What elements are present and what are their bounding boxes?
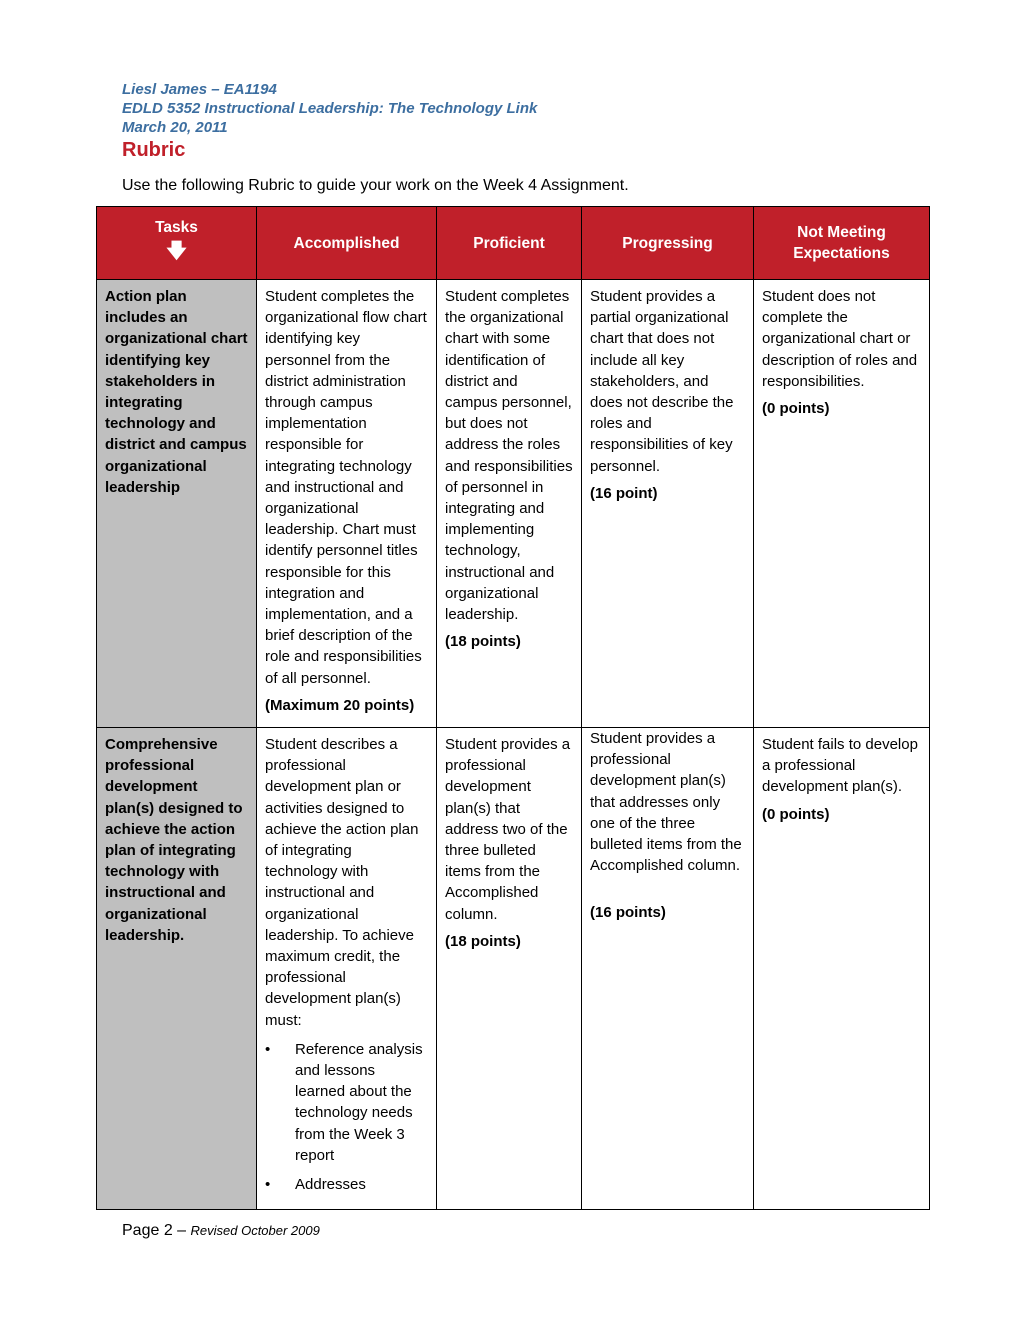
progressing-points: (16 point) [590,484,658,502]
proficient-text: Student completes the organizational chart with some identification of district and campus personnel, but does not address the roles and responsibilities of personnel in integrating and implementing technology, instructional and organizational leadership. [445,288,573,624]
table-row [97,728,930,1210]
task-text: Action plan includes an organizational chart identifying key stakeholders in integrating technology and district and campus organizational leadership [105,288,248,496]
progressing-cell [582,728,754,1210]
col-header-progressing: Progressing [582,207,754,280]
table-row [97,280,930,728]
table-header-row [97,207,930,280]
col-header-tasks [97,207,257,280]
task-text: Comprehensive professional development plan(s) designed to achieve the action plan of integrating technology with instructional and organizational leadership. [105,736,243,944]
proficient-cell [437,280,582,728]
not-meeting-text: Student fails to develop a professional development plan(s). [762,736,918,796]
accomplished-cell [257,728,437,1210]
list-item: • Reference analysis and lessons learned about the technology needs from the Week 3 report [295,1039,428,1166]
accomplished-text: Student describes a professional development plan or activities designed to achieve the action plan of integrating technology with instructional and organizational leadership. To achieve maximum credit, the professional development plan(s) must: [265,736,419,1029]
instructions-text: Use the following Rubric to guide your work on the Week 4 Assignment. [122,177,629,194]
not-meeting-points: (0 points) [762,400,830,418]
accomplished-bullet-list [265,1039,428,1195]
tasks-label: Tasks [155,219,198,236]
accomplished-text: Student completes the organizational flow chart identifying key personnel from the district administration through campus implementation responsible for integrating technology and instructional and organizational leadership. Chart must identify personnel titles responsible for this integration and implementation, and a brief description of the role and responsibilities of all personnel. [265,288,427,687]
course-line: EDLD 5352 Instructional Leadership: The Technology Link [122,100,538,117]
page-footer [122,1222,320,1240]
progressing-text: Student provides a partial organizational chart that does not include all key stakeholders, and does not describe the roles and responsibilities of key personnel. [590,288,734,475]
page-title: Rubric [122,139,186,161]
progressing-text: Student provides a professional development plan(s) that addresses only one of the three bulleted items from the Accomplished column. [590,730,742,875]
list-item: • Addresses [295,1174,428,1195]
not-meeting-cell [754,728,930,1210]
arrow-down-icon: 🡇 [166,240,187,262]
not-meeting-cell [754,280,930,728]
progressing-cell [582,280,754,728]
rubric-table [96,206,930,1210]
not-meeting-text: Student does not complete the organizational chart or description of roles and responsibilities. [762,288,918,390]
not-meeting-points: (0 points) [762,805,830,823]
document-header [122,80,537,162]
revision-note: Revised October 2009 [190,1223,320,1238]
proficient-points: (18 points) [445,932,521,950]
proficient-cell [437,728,582,1210]
accomplished-cell [257,280,437,728]
col-header-not-meeting: Not Meeting Expectations [754,207,930,280]
progressing-points: (16 points) [590,904,666,922]
accomplished-points: (Maximum 20 points) [265,696,415,714]
proficient-points: (18 points) [445,633,521,651]
date-line: March 20, 2011 [122,119,228,136]
author-line: Liesl James – EA1194 [122,81,277,98]
col-header-proficient: Proficient [437,207,582,280]
col-header-accomplished: Accomplished [257,207,437,280]
page-number: Page 2 – [122,1222,191,1239]
task-cell [97,280,257,728]
task-cell [97,728,257,1210]
proficient-text: Student provides a professional development plan(s) that address two of the three bulleted items from the Accomplished column. [445,736,571,923]
